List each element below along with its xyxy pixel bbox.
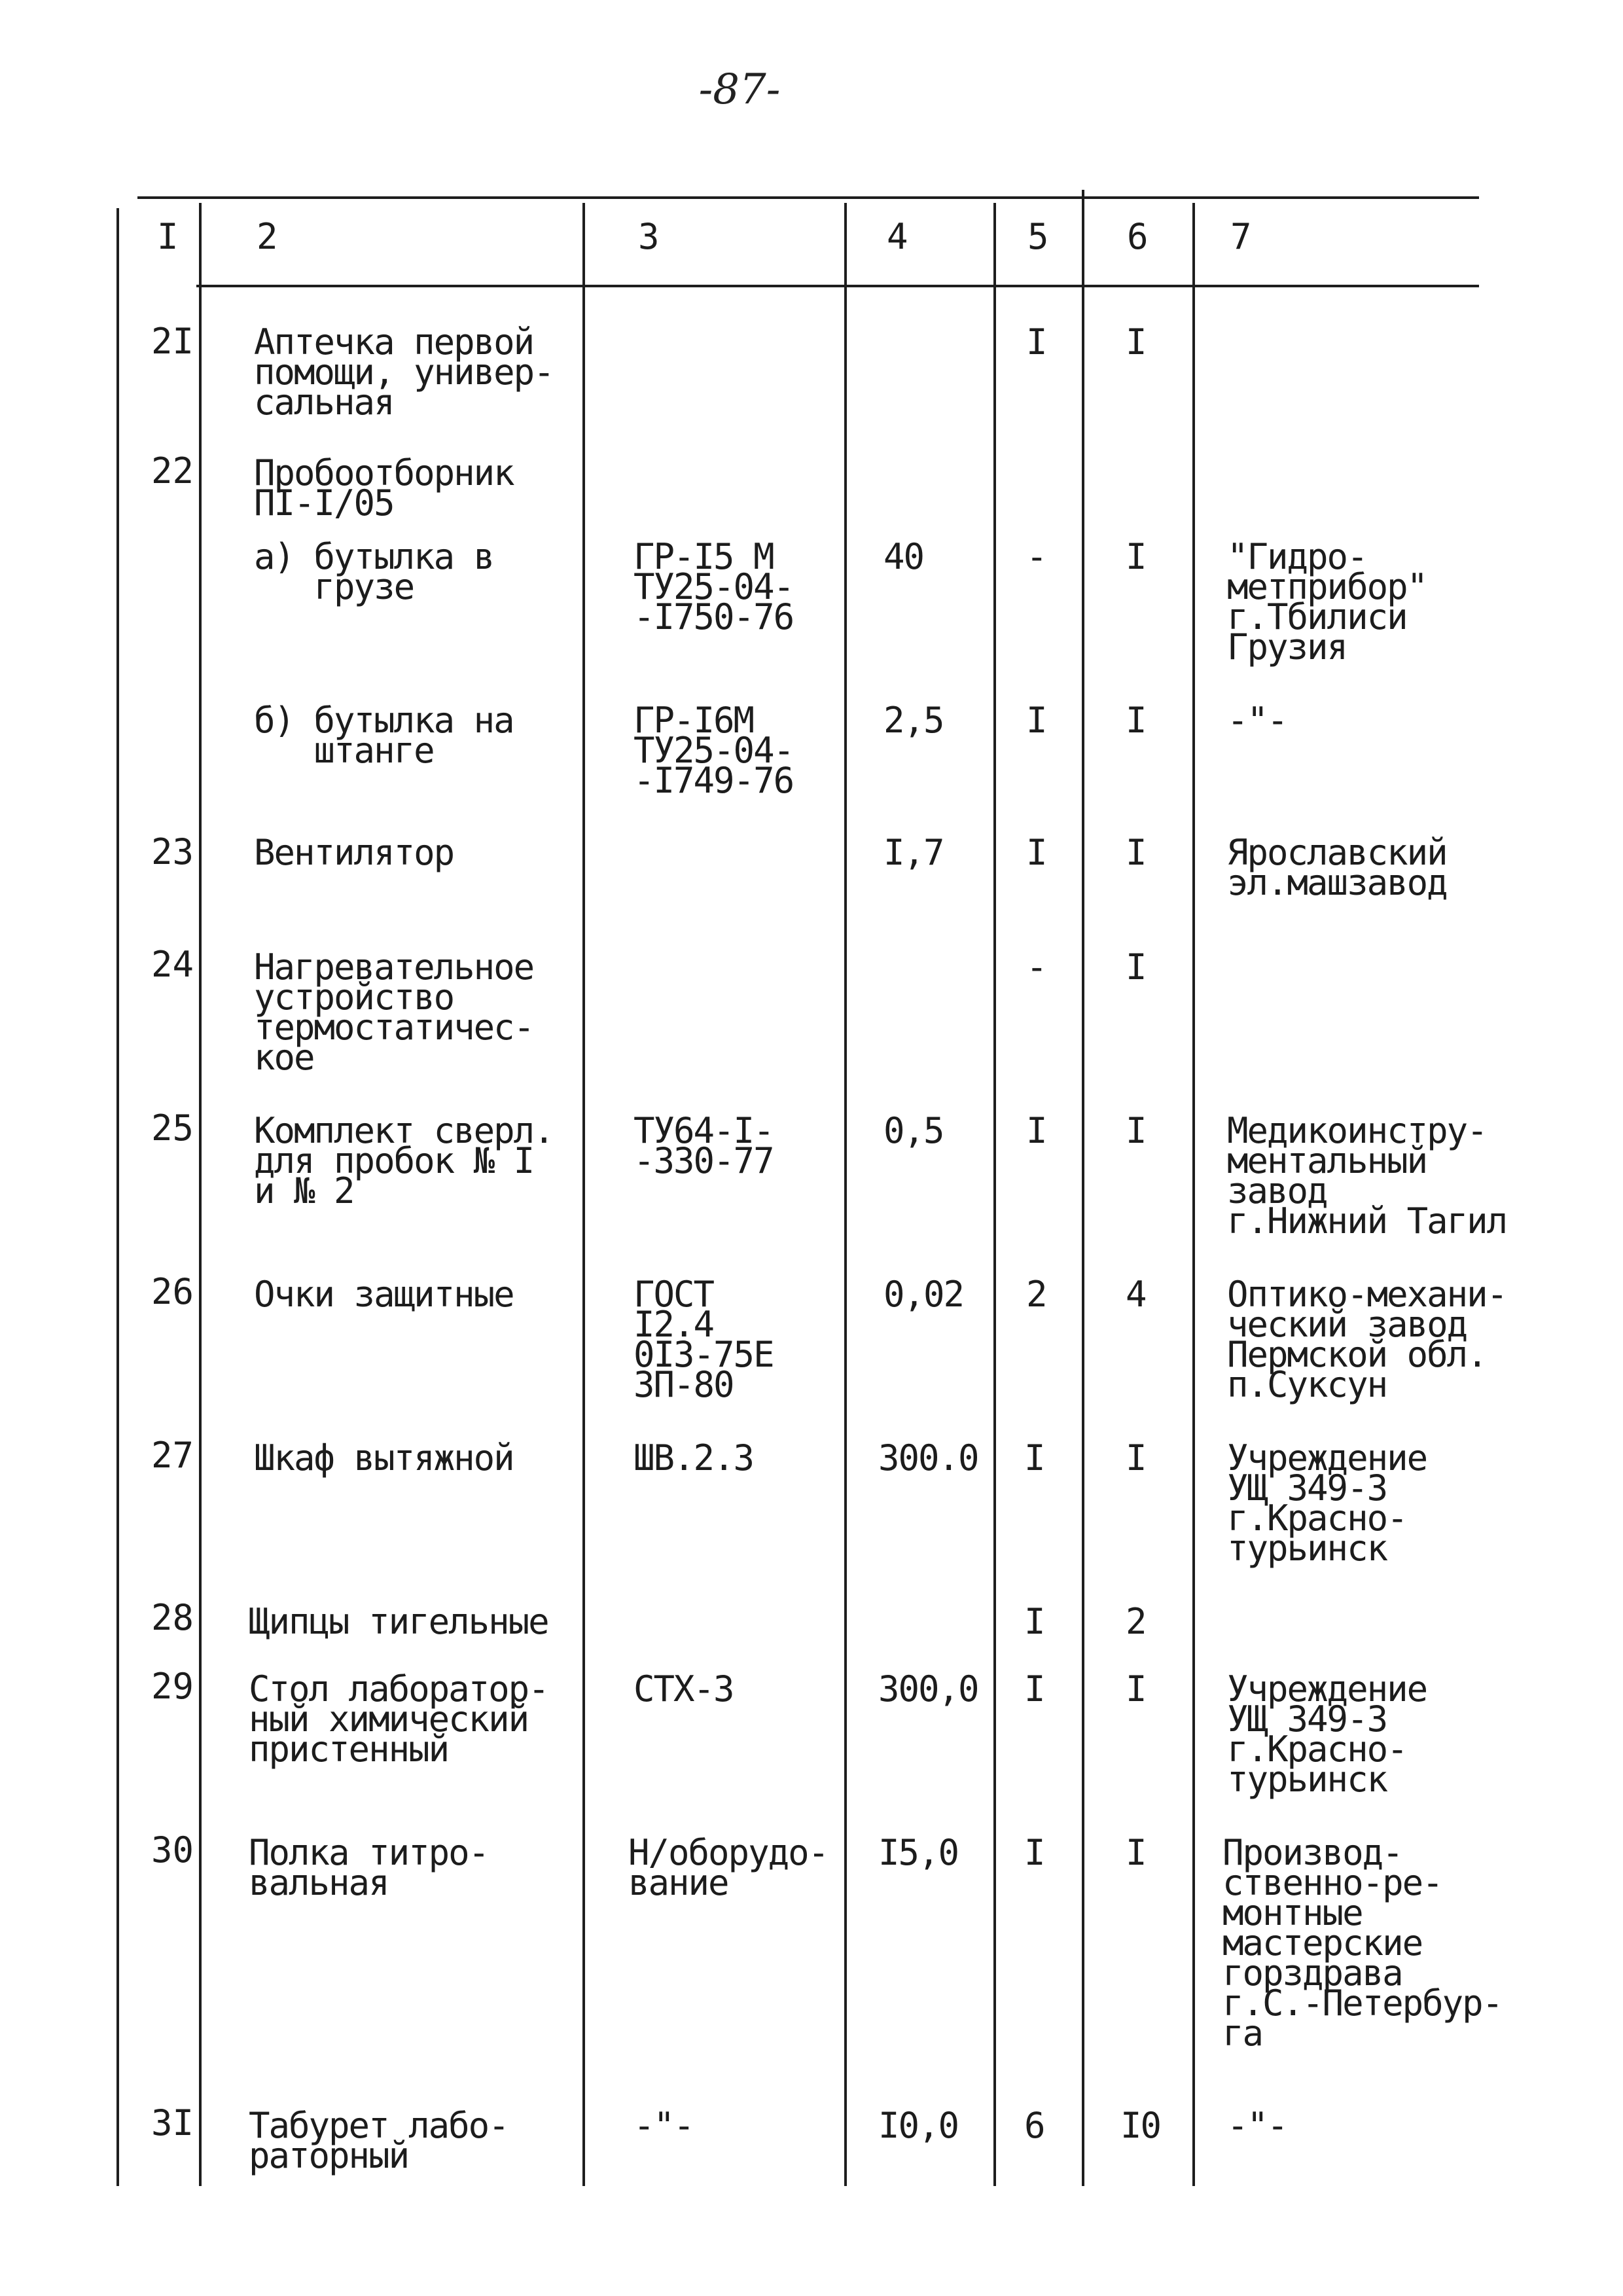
qty-6: 2 [1126, 1601, 1146, 1642]
item-name: Очки защитные [254, 1274, 514, 1315]
row-number: 3I [151, 2102, 194, 2144]
row-number: 2I [151, 321, 194, 362]
column-rule [199, 203, 202, 2186]
spec: ГР-I6М ТУ25-04- -I749-76 [633, 700, 794, 801]
qty-5: I [1024, 1668, 1044, 1710]
table-top-rule [137, 196, 1479, 199]
qty-6: I [1126, 700, 1146, 741]
item-name: Стол лаборатор- ный химический пристенный [249, 1668, 548, 1770]
qty-6: I [1126, 832, 1146, 873]
qty-6: I [1126, 1437, 1146, 1479]
qty-5: - [1026, 946, 1046, 988]
qty-6: I [1126, 946, 1146, 988]
weight: 0,5 [883, 1110, 944, 1151]
column-header: 5 [1027, 216, 1049, 257]
row-number: 26 [151, 1271, 194, 1312]
manufacturer: -"- [1227, 700, 1287, 741]
weight: I5,0 [878, 1832, 959, 1873]
item-name: Табурет лабо- раторный [249, 2105, 508, 2176]
item-name: а) бутылка в грузе [254, 536, 494, 607]
row-number: 25 [151, 1107, 194, 1149]
qty-5: I [1026, 321, 1046, 363]
manufacturer: "Гидро- метприбор" г.Тбилиси Грузия [1227, 536, 1427, 668]
column-header: 6 [1127, 216, 1149, 257]
manufacturer: Учреждение УЩ 349-3 г.Красно- турьинск [1227, 1668, 1427, 1800]
column-rule [116, 208, 119, 2186]
manufacturer: Ярославский эл.машзавод [1227, 832, 1447, 903]
row-number: 24 [151, 944, 194, 985]
qty-6: I [1126, 321, 1146, 363]
manufacturer: Производ- ственно-ре- монтные мастерские горздрава г.С.-Петербур- га [1222, 1832, 1503, 2054]
qty-5: I [1026, 832, 1046, 873]
spec: ТУ64-I- -330-77 [633, 1110, 774, 1181]
qty-6: I0 [1120, 2105, 1161, 2146]
column-header: 7 [1230, 216, 1252, 257]
column-header: 3 [638, 216, 660, 257]
column-rule [993, 203, 996, 2186]
item-name: Полка титро- вальная [249, 1832, 489, 1903]
qty-5: - [1026, 536, 1046, 577]
item-name: Нагревательное устройство термостатичес- кое [254, 946, 534, 1078]
weight: I0,0 [878, 2105, 959, 2146]
qty-5: I [1024, 1832, 1044, 1873]
item-name: Вентилятор [254, 832, 454, 873]
column-rule [1082, 190, 1084, 2186]
qty-6: I [1126, 1110, 1146, 1151]
item-name: б) бутылка на штанге [254, 700, 514, 771]
item-name: Шкаф вытяжной [254, 1437, 514, 1479]
qty-5: I [1024, 1437, 1044, 1479]
weight: 40 [883, 536, 924, 577]
qty-5: 2 [1026, 1274, 1046, 1315]
item-name: Комплект сверл. для пробок № I и № 2 [254, 1110, 554, 1211]
column-rule [582, 203, 585, 2186]
qty-6: I [1126, 1832, 1146, 1873]
row-number: 28 [151, 1597, 194, 1638]
qty-5: I [1024, 1601, 1044, 1642]
page-number: -87- [698, 65, 781, 114]
header-bottom-rule [196, 285, 1479, 287]
weight: 2,5 [883, 700, 944, 741]
manufacturer: Учреждение УЩ 349-3 г.Красно- турьинск [1227, 1437, 1427, 1569]
manufacturer: Оптико-механи- ческий завод Пермской обл. п.Суксун [1227, 1274, 1507, 1405]
column-header: I [157, 216, 179, 257]
item-name: Аптечка первой помощи, универ- сальная [254, 321, 554, 423]
column-rule [844, 203, 847, 2186]
weight: 0,02 [883, 1274, 964, 1315]
weight: 300,0 [878, 1668, 978, 1710]
weight: 300.0 [878, 1437, 978, 1479]
manufacturer: Медикоинстру- ментальный завод г.Нижний Тагил [1227, 1110, 1507, 1242]
manufacturer: -"- [1227, 2105, 1287, 2146]
row-number: 27 [151, 1435, 194, 1476]
qty-6: I [1126, 536, 1146, 577]
weight: I,7 [883, 832, 944, 873]
qty-5: I [1026, 700, 1046, 741]
qty-6: 4 [1126, 1274, 1146, 1315]
spec: СТХ-3 [633, 1668, 734, 1710]
spec: Н/оборудо- вание [628, 1832, 829, 1903]
row-number: 23 [151, 831, 194, 872]
item-name: Пробоотборник ПI-I/05 [254, 452, 514, 524]
qty-6: I [1126, 1668, 1146, 1710]
spec: -"- [633, 2105, 694, 2146]
qty-5: 6 [1024, 2105, 1044, 2146]
qty-5: I [1026, 1110, 1046, 1151]
column-header: 4 [887, 216, 908, 257]
column-rule [1192, 203, 1195, 2186]
row-number: 22 [151, 450, 194, 492]
column-header: 2 [257, 216, 278, 257]
row-number: 29 [151, 1666, 194, 1707]
spec: ГР-I5 М ТУ25-04- -I750-76 [633, 536, 794, 637]
item-name: Щипцы тигельные [249, 1601, 548, 1642]
spec: ГОСТ I2.4 0I3-75Е ЗП-80 [633, 1274, 774, 1405]
row-number: 30 [151, 1829, 194, 1871]
spec: ШВ.2.3 [633, 1437, 754, 1479]
